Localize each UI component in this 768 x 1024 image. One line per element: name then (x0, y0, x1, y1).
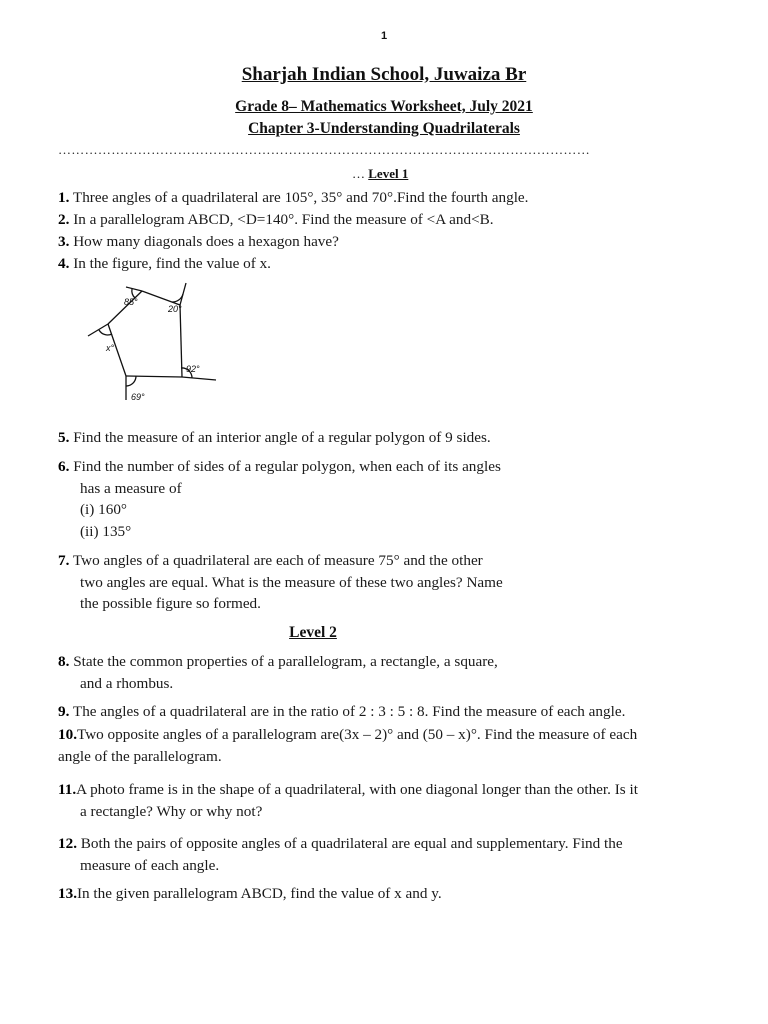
question-number: 2. (58, 211, 70, 228)
question-number: 10. (58, 726, 77, 743)
angle-label-x: x° (106, 343, 115, 353)
question-1 (58, 187, 528, 209)
question-text: Three angles of a quadrilateral are 105°, 35° and 70°.Find the fourth angle. (69, 189, 529, 206)
chapter-heading: Chapter 3-Understanding Quadrilaterals (248, 120, 520, 137)
question-text: The angles of a quadrilateral are in the ratio of 2 : 3 : 5 : 8. Find the measure of each angle. (69, 703, 626, 720)
page-number: 1 (380, 30, 388, 42)
question-number: 8. (58, 653, 70, 670)
question-2 (58, 209, 494, 231)
angle-label-20: 20° (168, 304, 182, 314)
ext-ray-top-right (180, 283, 186, 305)
angle-label-69: 69° (131, 392, 145, 402)
question-text: Both the pairs of opposite angles of a quadrilateral are equal and supplementary. Find the (76, 835, 623, 852)
question-10 (58, 724, 637, 767)
question-11 (58, 779, 638, 822)
question-text-line-2: two angles are equal. What is the measure of these two angles? Name (80, 573, 503, 591)
ext-ray-top-left (126, 287, 142, 291)
ext-ray-right (182, 377, 216, 380)
option-ii: (ii) 135° (80, 522, 132, 540)
question-text: In the given parallelogram ABCD, find the value of x and y. (76, 885, 442, 902)
question-text: State the common properties of a parallelogram, a rectangle, a square, (69, 653, 498, 670)
angle-label-92: 92° (186, 364, 200, 374)
question-9 (58, 701, 625, 723)
dotted-separator: ………………………………………………………………………………………………………… (58, 142, 590, 156)
question-text-line-2: and a rhombus. (80, 674, 174, 692)
level-2-heading: Level 2 (289, 624, 337, 641)
school-title: Sharjah Indian School, Juwaiza Br (241, 64, 527, 85)
question-5 (58, 427, 491, 449)
question-7 (58, 550, 503, 615)
level-1-label: Level 1 (368, 166, 409, 181)
question-text: How many diagonals does a hexagon have? (69, 233, 339, 250)
question-4 (58, 253, 271, 275)
question-number: 13. (58, 885, 77, 902)
edge-top (142, 291, 180, 305)
question-text: In the figure, find the value of x. (69, 255, 271, 272)
angle-label-85: 85° (124, 297, 138, 307)
question-text: A photo frame is in the shape of a quadrilateral, with one diagonal longer than the other. Is it (76, 781, 638, 798)
edge-bottom (126, 376, 182, 377)
question-text-line-2: measure of each angle. (80, 856, 220, 874)
level-1-prefix: … (352, 166, 369, 181)
question-number: 7. (58, 552, 70, 569)
question-text-line-2: has a measure of (80, 479, 182, 497)
question-3 (58, 231, 339, 253)
grade-heading: Grade 8– Mathematics Worksheet, July 2021 (235, 98, 533, 115)
question-number: 11. (58, 781, 77, 798)
level-1-heading (352, 166, 408, 182)
question-8 (58, 651, 498, 694)
question-12 (58, 833, 623, 876)
question-text-line-2: a rectangle? Why or why not? (80, 802, 263, 820)
question-number: 1. (58, 189, 70, 206)
question-text-line-3: the possible figure so formed. (80, 595, 261, 612)
question-6 (58, 456, 501, 542)
edge-upper-left (108, 291, 142, 324)
question-13 (58, 883, 442, 905)
question-text: Two angles of a quadrilateral are each of measure 75° and the other (69, 552, 483, 569)
option-i: (i) 160° (80, 501, 127, 518)
question-number: 9. (58, 703, 70, 720)
question-text: Find the measure of an interior angle of a regular polygon of 9 sides. (69, 429, 491, 446)
question-number: 5. (58, 429, 70, 446)
question-text: Two opposite angles of a parallelogram are(3x – 2)° and (50 – x)°. Find the measure of each (76, 726, 638, 743)
question-text-line-2: angle of the parallelogram. (58, 747, 222, 765)
question-number: 12. (58, 835, 77, 852)
question-number: 6. (58, 458, 70, 475)
question-text: Find the number of sides of a regular polygon, when each of its angles (69, 458, 501, 475)
arc-69 (126, 376, 136, 386)
pentagon-exterior-angles-figure (84, 278, 224, 408)
edge-right (180, 305, 182, 377)
question-number: 4. (58, 255, 70, 272)
question-text: In a parallelogram ABCD, <D=140°. Find the measure of <A and<B. (69, 211, 494, 228)
question-number: 3. (58, 233, 70, 250)
